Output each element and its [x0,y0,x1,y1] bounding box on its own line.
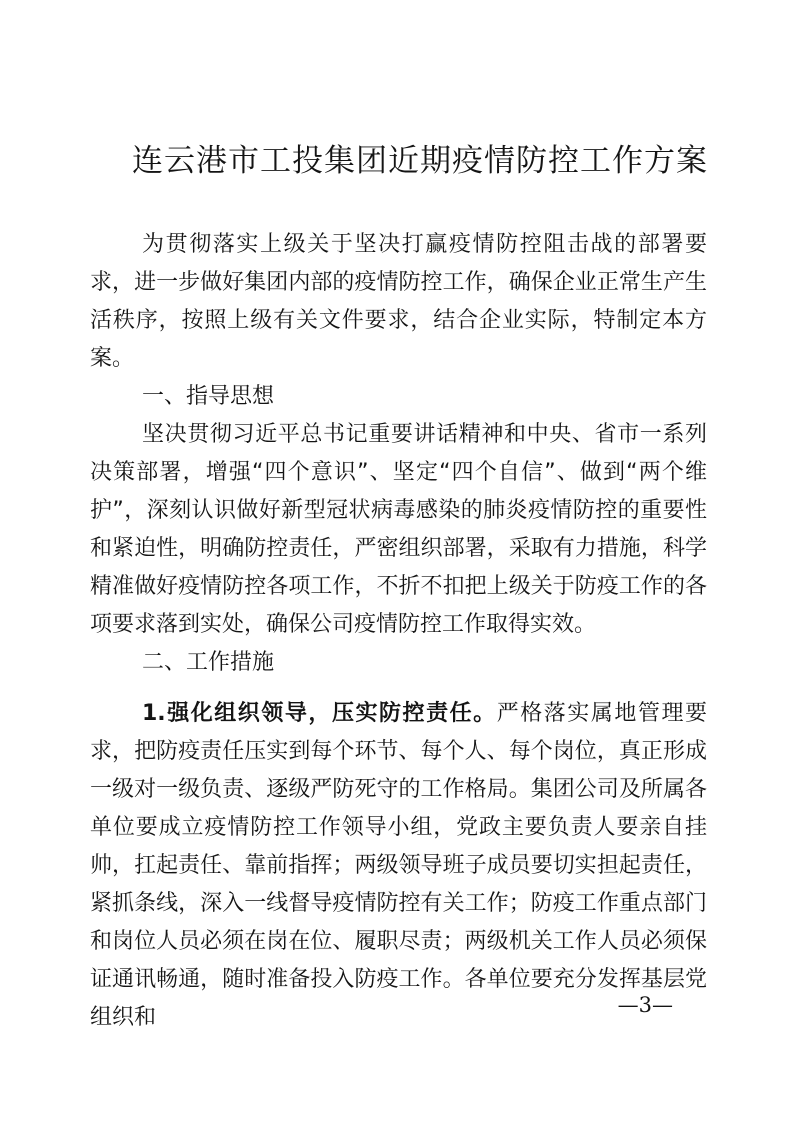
document-content [90,142,707,1037]
section-1-body: 坚决贯彻习近平总书记重要讲话精神和中央、省市一系列决策部署，增强“四个意识”、坚定“四个自信”、做到“两个维护”，深刻认识做好新型冠状病毒感染的肺炎疫情防控的重要性和紧迫性，明确防控责任，严密组织部署，采取有力措施，科学精准做好疫情防控各项工作，不折不扣把上级关于防疫工作的各项要求落到实处，确保公司疫情防控工作取得实效。 [90,422,707,637]
intro-paragraph: 为贯彻落实上级关于坚决打赢疫情防控阻击战的部署要求，进一步做好集团内部的疫情防控工作，确保企业正常生产生活秩序，按照上级有关文件要求，结合企业实际，特制定本方案。 [90,232,707,371]
section-2-heading: 二、工作措施 [142,650,275,675]
page-number: —3— [617,993,673,1017]
measure-1-lead: 1.强化组织领导，压实防控责任。 [142,701,497,726]
section-1-heading: 一、指导思想 [142,384,275,409]
measure-1-body: 严格落实属地管理要求，把防疫责任压实到每个环节、每个人、每个岗位，真正形成一级对一级负责、逐级严防死守的工作格局。集团公司及所属各单位要成立疫情防控工作领导小组，党政主要负责人要亲自挂帅，扛起责任、靠前指挥；两级领导班子成员要切实担起责任，紧抓条线，深入一线督导疫情防控有关工作；防疫工作重点部门和岗位人员必须在岗在位、履职尽责；两级机关工作人员必须保证通讯畅通，随时准备投入防疫工作。各单位要充分发挥基层党组织和 [90,701,707,1030]
document-title: 连云港市工投集团近期疫情防控工作方案 [132,143,708,179]
measure-1-paragraph [90,695,707,1037]
